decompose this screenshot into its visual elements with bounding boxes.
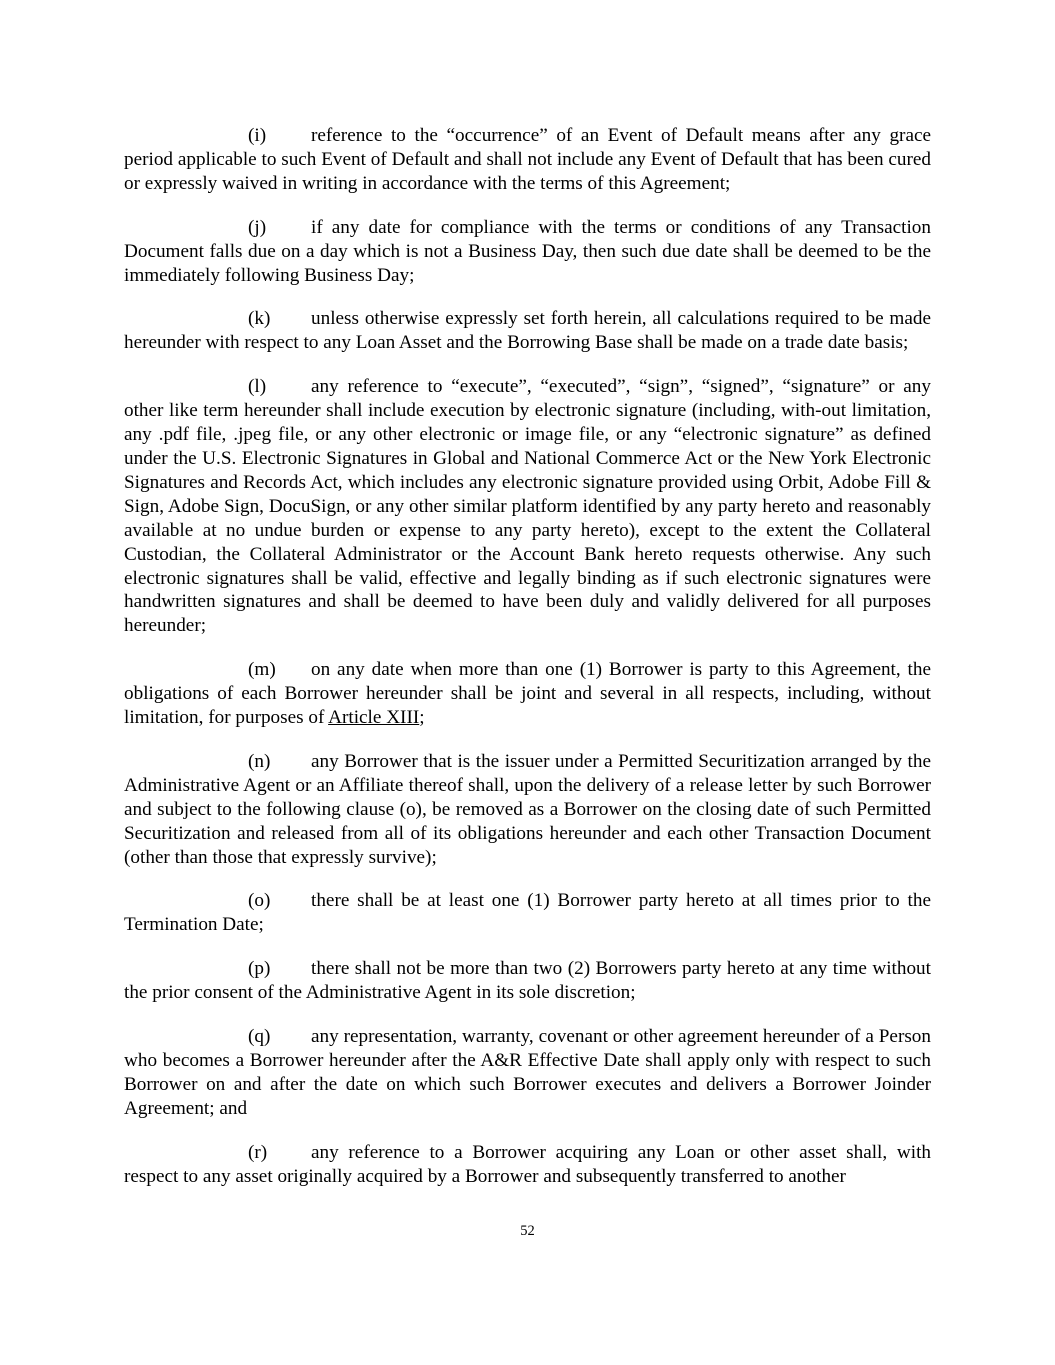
clause-text: there shall be at least one (1) Borrower party hereto at all times prior to the Termination Date; [124, 890, 931, 936]
clause-text: any Borrower that is the issuer under a Permitted Securitization arranged by the Administrative Agent or an Affiliate thereof shall, upon the delivery of a release letter by such Borrower and subject to the following clause (o), be removed as a Borrower on the closing date of such Permitted Securitization and released from all of its obligations hereunder and each other Transaction Document (other than those that expressly survive); [124, 750, 931, 868]
clause-text: any reference to a Borrower acquiring any Loan or other asset shall, with respect to any asset originally acquired by a Borrower and subsequently transferred to another [124, 1141, 931, 1187]
clause-l [124, 375, 931, 638]
clause-label: (j) [248, 216, 267, 238]
clause-n [124, 750, 931, 870]
page-number: 52 [520, 1223, 535, 1239]
clause-text: there shall not be more than two (2) Borrowers party hereto at any time without the prior consent of the Administrative Agent in its sole discretion; [124, 958, 931, 1004]
clause-label: (n) [248, 750, 271, 772]
clause-label: (m) [248, 659, 276, 681]
clause-text: any representation, warranty, covenant or other agreement hereunder of a Person who becomes a Borrower hereunder after the A&R Effective Date shall apply only with respect to such Borrower on and after the date on which such Borrower executes and delivers a Borrower Joinder Agreement; and [124, 1026, 931, 1119]
clause-text: if any date for compliance with the terms or conditions of any Transaction Document falls due on a day which is not a Business Day, then such due date shall be deemed to be the immediately following Business Day; [124, 216, 931, 286]
clause-label: (q) [248, 1026, 271, 1048]
clause-label: (o) [248, 890, 271, 912]
clause-j [124, 216, 931, 288]
clause-text: reference to the “occurrence” of an Event of Default means after any grace period applicable to such Event of Default and shall not include any Event of Default that has been cured or expressly waived in writing in accordance with the terms of this Agreement; [124, 125, 931, 194]
clause-i [124, 124, 931, 196]
clause-m [124, 658, 931, 730]
clause-text: any reference to “execute”, “executed”, “sign”, “signed”, “signature” or any other like term hereunder shall include execution by electronic signature (including, with-out limitation, any .pdf file, .jpeg file, or any other electronic or image file, or any “electronic signature” as defined under the U.S. Electronic Signatures in Global and National Commerce Act or the New York Electronic Signatures and Records Act, which includes any electronic signature provided using Orbit, Adobe Fill & Sign, Adobe Sign, DocuSign, or any other similar platform identified by any party hereto and reasonably available at no undue burden or expense to any party hereto), except to the extent the Collateral Custodian, the Collateral Administrator or the Account Bank hereto requests otherwise. Any such electronic signatures shall be valid, effective and legally binding as if such electronic signatures were handwritten signatures and shall be deemed to have been duly and validly delivered for all purposes hereunder; [124, 376, 931, 637]
clause-text-end: ; [419, 707, 425, 729]
clause-text: unless otherwise expressly set forth herein, all calculations required to be made hereunder with respect to any Loan Asset and the Borrowing Base shall be made on a trade date basis; [124, 308, 931, 354]
clause-p [124, 957, 931, 1005]
article-xiii-reference: Article XIII [328, 707, 420, 729]
clause-label: (r) [248, 1141, 268, 1163]
clause-label: (l) [248, 376, 267, 398]
clause-q [124, 1025, 931, 1121]
clause-label: (p) [248, 958, 271, 980]
clause-r [124, 1141, 931, 1189]
clause-o [124, 889, 931, 937]
clause-label: (i) [248, 125, 267, 146]
clause-text: on any date when more than one (1) Borrower is party to this Agreement, the obligations of each Borrower hereunder shall be joint and several in all respects, including, without limitation, for purposes of [124, 659, 931, 729]
clause-label: (k) [248, 308, 271, 330]
clause-k [124, 307, 931, 355]
document-page [124, 124, 931, 1209]
